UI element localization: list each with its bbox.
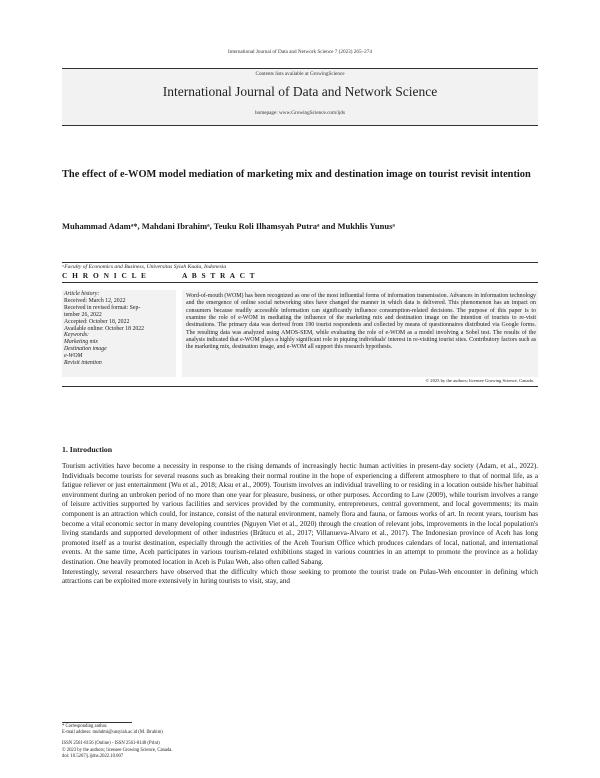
paper-title: The effect of e-WOM model mediation of marketing mix and destination image on tourist revisit intention	[62, 169, 531, 180]
article-info-item: Keywords:	[64, 332, 89, 339]
article-info-item: Revisit intention	[64, 360, 102, 367]
article-info-item: Received: March 12, 2022	[64, 297, 126, 304]
corresponding-author-note: * Corresponding author.	[62, 724, 108, 729]
article-info-item: e-WOM	[64, 353, 83, 360]
contents-line: Contents lists available at GrowingScience	[255, 71, 345, 77]
article-info-item: Marketing mix	[64, 339, 98, 346]
article-info-item: tember 26, 2022	[64, 311, 102, 318]
affiliation: ᵃFaculty of Economics and Business, Universitas Syiah Kuala, Indonesia	[62, 264, 227, 270]
author-list: Muhammad Adamᵃ*, Mahdani Ibrahimᵃ, Teuku Roli Ilhamsyah Putraᵃ and Mukhlis Yunusᵃ	[62, 221, 395, 231]
email-address[interactable]: E-mail address: muhdmi@unsyiah.ac.id (M. Ibrahim)	[62, 730, 163, 736]
article-info-item: Available online: October 18 2022	[64, 325, 145, 332]
introduction-body	[62, 462, 538, 587]
article-info-item: Destination image	[64, 346, 107, 353]
footnote-rule	[62, 722, 132, 723]
intro-paragraph: Tourism activities have become a necessity in response to the rising demands of increasingly hectic human activities in present-day society (Adam, et al., 2022). Individuals become tourists for several reasons such as breaking their normal routine in the hope of experiencing a different atmosphere to that of normal life, as a fatigue reliever or just entertainment (Wu et al., 2018; Aksu et al., 2009). Tourism involves an individual travelling to or residing in a location outside his/her habitual environment during an unbroken period of no more than one year for pleasure, business, or other purposes. According to Law (2009), while tourism involves a range of leisure activities supported by various facilities and services provided by the community, entrepreneurs, central government, and local governments; its main component is an attraction which could, for instance, consist of the natural environment, namely flora and fauna, or famous works of art. In recent years, tourism has become a vital economic sector in many developing countries (Nguyen Viet et al., 2020) through the creation of relevant jobs, improvements in the local population's living standards and supported development of other industries (Brătucu et al., 2017; Villanueva-Alvaro et al., 2017). The Indonesian province of Aceh has long promoted itself as a tourist destination, especially through the activities of the Aceh Tourism Office which produces calendars of local, national, and international events. At the same time, Aceh participates in various tourism-related exhibitions staged in various countries in an attempt to promote the province as a holiday destination. One heavily promoted location in Aceh is Pulau Weh, also often called Sabang.	[62, 462, 538, 566]
affiliation-divider	[62, 262, 538, 263]
article-info-item: Article history:	[64, 291, 100, 297]
abstract-heading: A B S T R A C T	[182, 271, 257, 280]
chronicle-heading: C H R O N I C L E	[62, 271, 148, 280]
introduction-heading: 1. Introduction	[62, 445, 113, 454]
doi-line[interactable]: doi: 10.5267/j.ijdns.2022.10.007	[62, 753, 124, 759]
section-divider	[62, 282, 538, 283]
article-info-item: Received in revised format: Sep-	[64, 304, 141, 311]
abstract-text: Word-of-mouth (WOM) has been recognized as one of the most influential forms of information transmission. Advances in information technology and the emergence of online social networking sites have changed the manner in which data is delivered. This phenomenon has an impact on consumers because readily accessible information can significantly influence consumption-related decisions. The purpose of this paper is to examine the role of e-WOM in mediating the influence of the marketing mix and destination image on the intention of tourists to re-visit destinations. The primary data was derived from 190 tourist respondents and collected by means of questionnaires distributed via Google forms. The resulting data was analyzed using AMOS-SEM, while evaluating the role of e-WOM as a model involving a Sobel test. The results of the analysis indicated that e-WOM plays a highly significant role in piquing individuals' interest in re-visiting tourist sites. Contributory factors such as the marketing mix, destination image, and e-WOM all support this research hypothesis.	[186, 293, 536, 351]
copyright-line: © 2023 by the authors; licensee Growing Science, Canada.	[425, 378, 534, 383]
footnotes	[62, 724, 362, 760]
license-line: © 2023 by the authors; licensee Growing Science, Canada.	[62, 747, 173, 753]
journal-homepage-link[interactable]: homepage: www.GrowingScience.com/ijds	[255, 110, 345, 116]
running-head: International Journal of Data and Network Science 7 (2023) 265–274	[228, 49, 372, 55]
article-history-list	[64, 291, 176, 367]
journal-title: International Journal of Data and Network Science	[162, 84, 438, 99]
intro-paragraph: Interestingly, several researchers have observed that the difficulty which those seeking to promote the tourist trade on Pulau-Weh encounter in defining which attractions can be exploited more extensively in luring tourists to visit, stay, and	[62, 567, 538, 586]
issn-line: ISSN 2561-8156 (Online) - ISSN 2561-8148 (Print)	[62, 741, 160, 747]
abstract-bottom-divider	[62, 386, 538, 387]
article-info-item: Accepted: October 18, 2022	[64, 318, 130, 325]
